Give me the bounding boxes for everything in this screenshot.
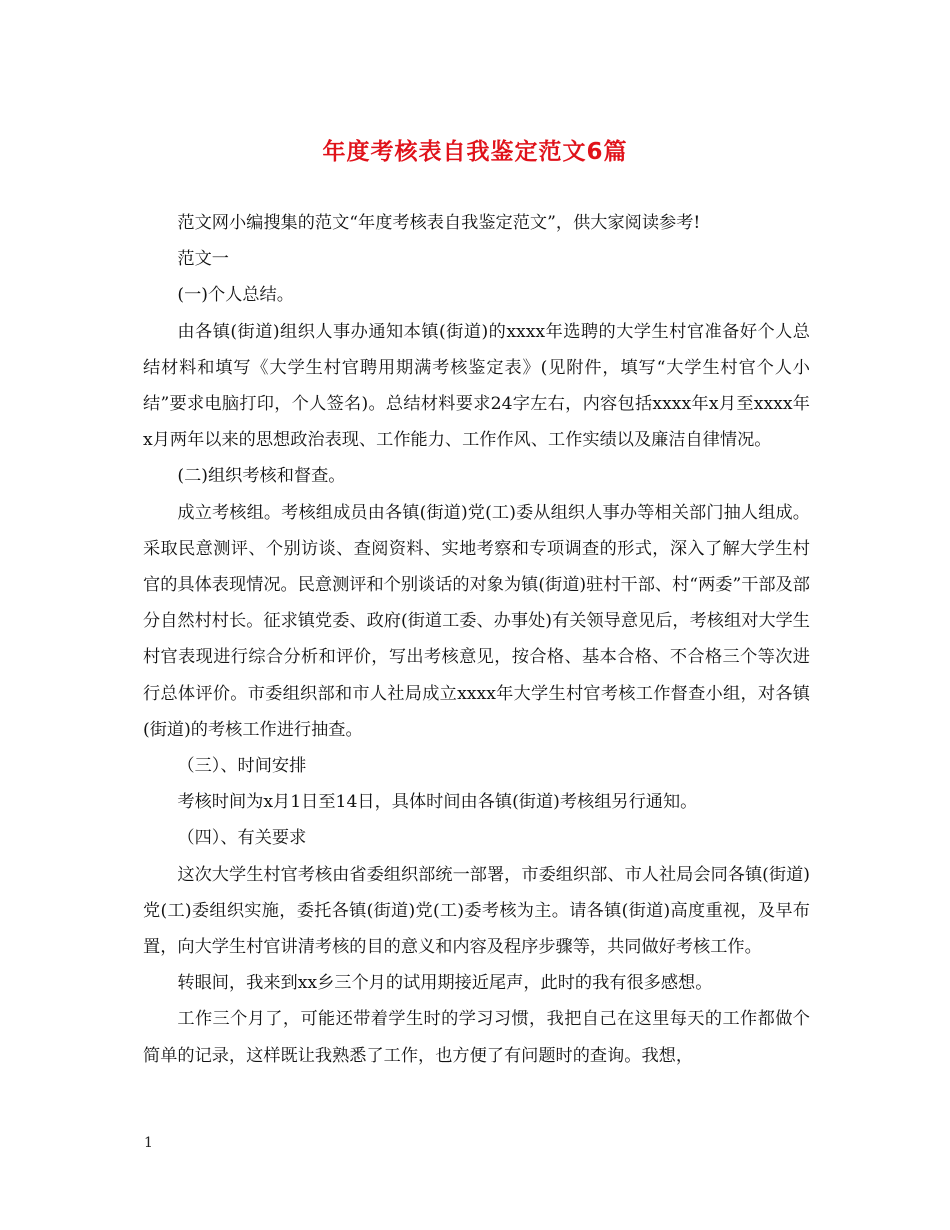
body-paragraph: 考核时间为x月1日至14日，具体时间由各镇(街道)考核组另行通知。 xyxy=(177,792,698,813)
body-paragraph: 这次大学生村官考核由省委组织部统一部署，市委组织部、市人社局会同各镇(街道)党(工)委组织实施，委托各镇(街道)党(工)委考核为主。请各镇(街道)高度重视，及早布置，向大学生村官讲清考核的目的意义和内容及程序步骤等，共同做好考核工作。 xyxy=(143,864,810,958)
body-paragraph: 成立考核组。考核组成员由各镇(街道)党(工)委从组织人事办等相关部门抽人组成。采取民意测评、个别访谈、查阅资料、实地考察和专项调查的形式，深入了解大学生村官的具体表现情况。民意测评和个别谈话的对象为镇(街道)驻村干部、村“两委”干部及部分自然村村长。征求镇党委、政府(街道工委、办事处)有关领导意见后，考核组对大学生村官表现进行综合分析和评价，写出考核意见，按合格、基本合格、不合格三个等次进行总体评价。市委组织部和市人社局成立xxxx年大学生村官考核工作督查小组，对各镇(街道)的考核工作进行抽查。 xyxy=(143,502,810,740)
body-paragraph: 由各镇(街道)组织人事办通知本镇(街道)的xxxx年选聘的大学生村官准备好个人总结材料和填写《大学生村官聘用期满考核鉴定表》(见附件，填写“大学生村官个人小结”要求电脑打印，个人签名)。总结材料要求24字左右，内容包括xxxx年x月至xxxx年x月两年以来的思想政治表现、工作能力、工作作风、工作实绩以及廉洁自律情况。 xyxy=(143,321,810,451)
subsection-heading: （三）、时间安排 xyxy=(177,756,307,777)
subsection-heading: (一)个人总结。 xyxy=(177,285,294,306)
intro-paragraph: 范文网小编搜集的范文“年度考核表自我鉴定范文”，供大家阅读参考! xyxy=(177,213,701,233)
document-title: 年度考核表自我鉴定范文6篇 xyxy=(322,139,628,165)
body-paragraph: 转眼间，我来到xx乡三个月的试用期接近尾声，此时的我有很多感想。 xyxy=(177,973,713,994)
subsection-heading: (二)组织考核和督查。 xyxy=(177,466,346,487)
subsection-heading: （四）、有关要求 xyxy=(177,828,307,849)
document-body xyxy=(143,205,810,1074)
body-paragraph: 工作三个月了，可能还带着学生时的学习习惯，我把自己在这里每天的工作都做个简单的记录，这样既让我熟悉了工作，也方便了有问题时的查询。我想， xyxy=(143,1009,810,1066)
section-heading: 范文一 xyxy=(177,249,229,270)
page-number: 1 xyxy=(144,1135,153,1151)
